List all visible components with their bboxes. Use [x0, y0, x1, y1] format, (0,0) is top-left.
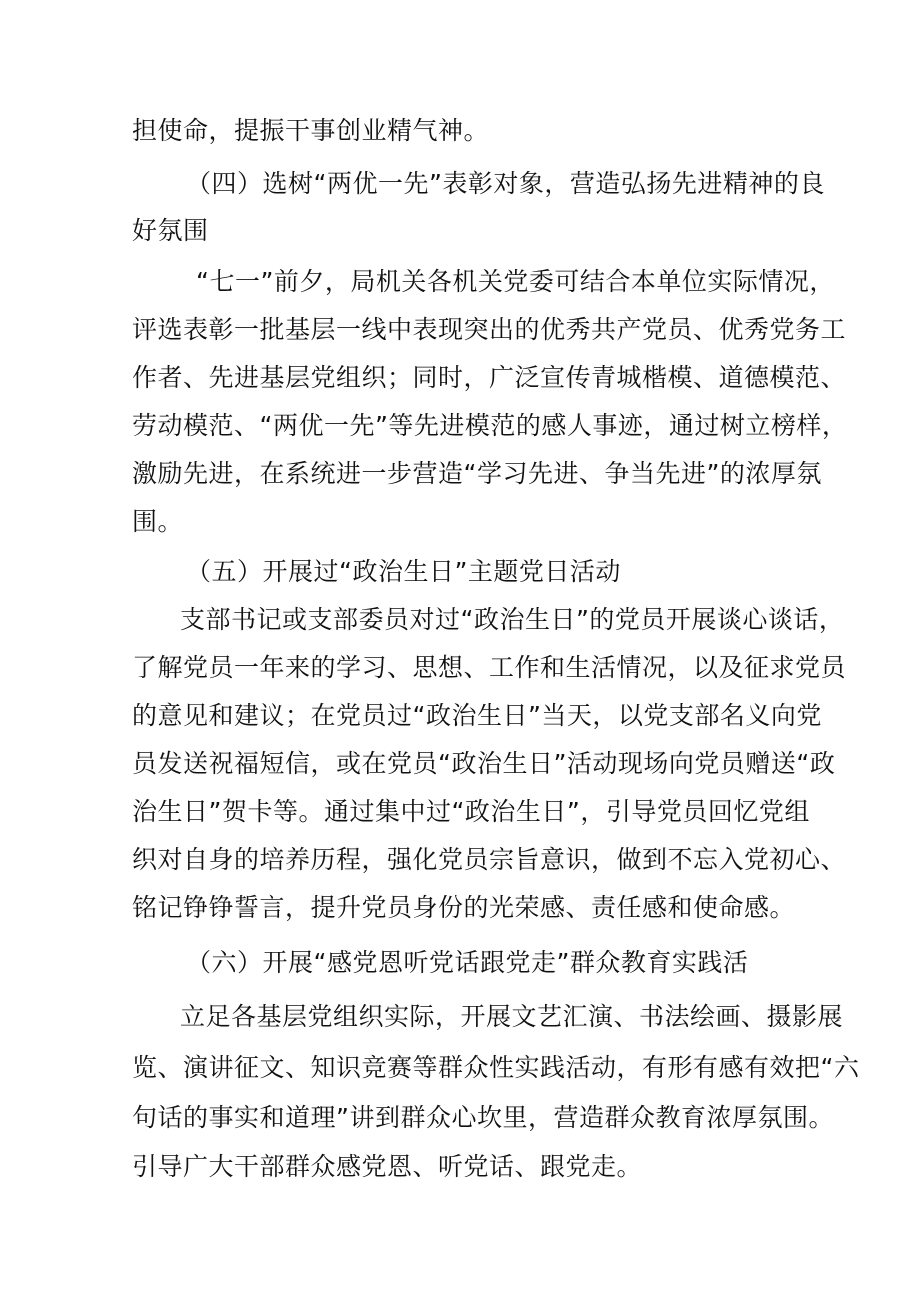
paragraph-line: 览、演讲征文、知识竞赛等群众性实践活动，有形有感有效把“六 [132, 1053, 860, 1082]
section-heading-6: （六）开展“感党恩听党话跟党走”群众教育实践活 [186, 948, 749, 977]
section-heading-5: （五）开展过“政治生日”主题党日活动 [186, 557, 621, 586]
paragraph-line: 的意见和建议；在党员过“政治生日”当天，以党支部名义向党 [132, 701, 822, 730]
paragraph-line: 引导广大干部群众感党恩、听党话、跟党走。 [132, 1152, 643, 1181]
paragraph-line: 作者、先进基层党组织；同时，广泛宣传青城楷模、道德模范、 [132, 363, 847, 392]
paragraph-line: 员发送祝福短信，或在党员“政治生日”活动现场向党员赠送“政 [132, 749, 836, 778]
section-heading-4-line: 好氛围 [132, 216, 209, 245]
paragraph-line: 围。 [132, 507, 184, 536]
paragraph-line: 治生日”贺卡等。通过集中过“政治生日”，引导党员回忆党组 [132, 797, 810, 826]
paragraph-line: 立足各基层党组织实际，开展文艺汇演、书法绘画、摄影展 [180, 1002, 844, 1031]
paragraph-line: 织对自身的培养历程，强化党员宗旨意识，做到不忘入党初心、 [132, 845, 847, 874]
paragraph-line: 评选表彰一批基层一线中表现突出的优秀共产党员、优秀党务工 [132, 315, 847, 344]
paragraph-line: “七一”前夕，局机关各机关党委可结合本单位实际情况， [196, 267, 835, 296]
paragraph-line: 了解党员一年来的学习、思想、工作和生活情况，以及征求党员 [132, 653, 847, 682]
paragraph-line: 支部书记或支部委员对过“政治生日”的党员开展谈心谈话， [180, 605, 845, 634]
paragraph-line: 激励先进，在系统进一步营造“学习先进、争当先进”的浓厚氛 [132, 459, 822, 488]
paragraph-line: 铭记铮铮誓言，提升党员身份的光荣感、责任感和使命感。 [132, 893, 796, 922]
section-heading-4-line: （四）选树“两优一先”表彰对象，营造弘扬先进精神的良 [186, 169, 825, 198]
paragraph-line: 劳动模范、“两优一先”等先进模范的感人事迹，通过树立榜样， [132, 411, 848, 440]
paragraph-line: 句话的事实和道理”讲到群众心坎里，营造群众教育浓厚氛围。 [132, 1103, 834, 1132]
paragraph-line: 担使命，提振干事创业精气神。 [132, 116, 490, 145]
